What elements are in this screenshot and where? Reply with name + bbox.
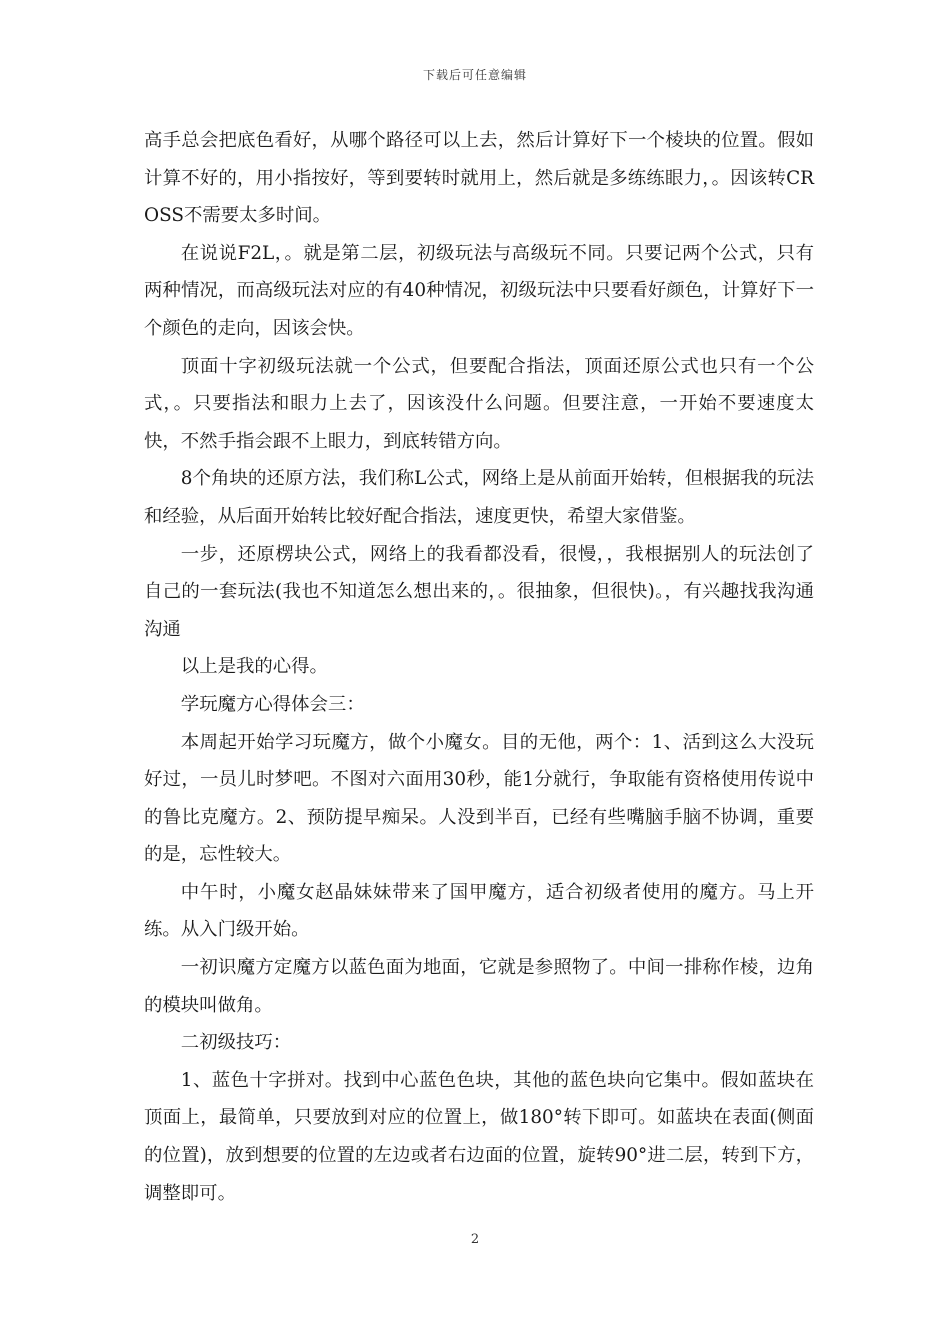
subsection-heading: 二初级技巧： xyxy=(180,1032,292,1054)
page-header: 下载后可任意编辑 xyxy=(422,68,527,82)
paragraph: 一步，还原楞块公式，网络上的我看都没看，很慢，，我根据别人的玩法创了自己的一套玩法(我也不知道怎么想出来的，。很抽象，但很快)。，有兴趣找我沟通沟通 xyxy=(144,543,814,640)
page-number: 2 xyxy=(470,1232,480,1247)
paragraph: 高手总会把底色看好，从哪个路径可以上去，然后计算好下一个棱块的位置。假如计算不好的，用小指按好，等到要转时就用上，然后就是多练练眼力，。因该转CROSS不需要太多时间。 xyxy=(144,130,814,227)
paragraph: 顶面十字初级玩法就一个公式，但要配合指法，顶面还原公式也只有一个公式，。只要指法和眼力上去了，因该没什么问题。但要注意，一开始不要速度太快，不然手指会跟不上眼力，到底转错方向。 xyxy=(144,355,814,452)
paragraph: 在说说F2L，。就是第二层，初级玩法与高级玩不同。只要记两个公式，只有两种情况，而高级玩法对应的有40种情况，初级玩法中只要看好颜色，计算好下一个颜色的走向，因该会快。 xyxy=(144,242,814,339)
paragraph: 一初识魔方定魔方以蓝色面为地面，它就是参照物了。中间一排称作棱，边角的模块叫做角。 xyxy=(144,957,814,1016)
paragraph: 本周起开始学习玩魔方，做个小魔女。目的无他，两个：1、活到这么大没玩好过，一员儿时梦吧。不图对六面用30秒，能1分就行，争取能有资格使用传说中的鲁比克魔方。2、预防提早痴呆。人没到半百，已经有些嘴脑手脑不协调，重要的是，忘性较大。 xyxy=(144,731,814,866)
paragraph: 8个角块的还原方法，我们称L公式，网络上是从前面开始转，但根据我的玩法和经验，从后面开始转比较好配合指法，速度更快，希望大家借鉴。 xyxy=(144,468,814,527)
paragraph: 1、蓝色十字拼对。找到中心蓝色色块，其他的蓝色块向它集中。假如蓝块在顶面上，最简单，只要放到对应的位置上，做180°转下即可。如蓝块在表面(侧面的位置)，放到想要的位置的左边或者右边面的位置，旋转90°进二层，转到下方，调整即可。 xyxy=(144,1069,814,1204)
document-body xyxy=(144,122,814,1212)
section-heading: 学玩魔方心得体会三： xyxy=(180,693,365,715)
paragraph: 中午时，小魔女赵晶妹妹带来了国甲魔方，适合初级者使用的魔方。马上开练。从入门级开始。 xyxy=(144,881,814,941)
paragraph: 以上是我的心得。 xyxy=(180,656,328,678)
